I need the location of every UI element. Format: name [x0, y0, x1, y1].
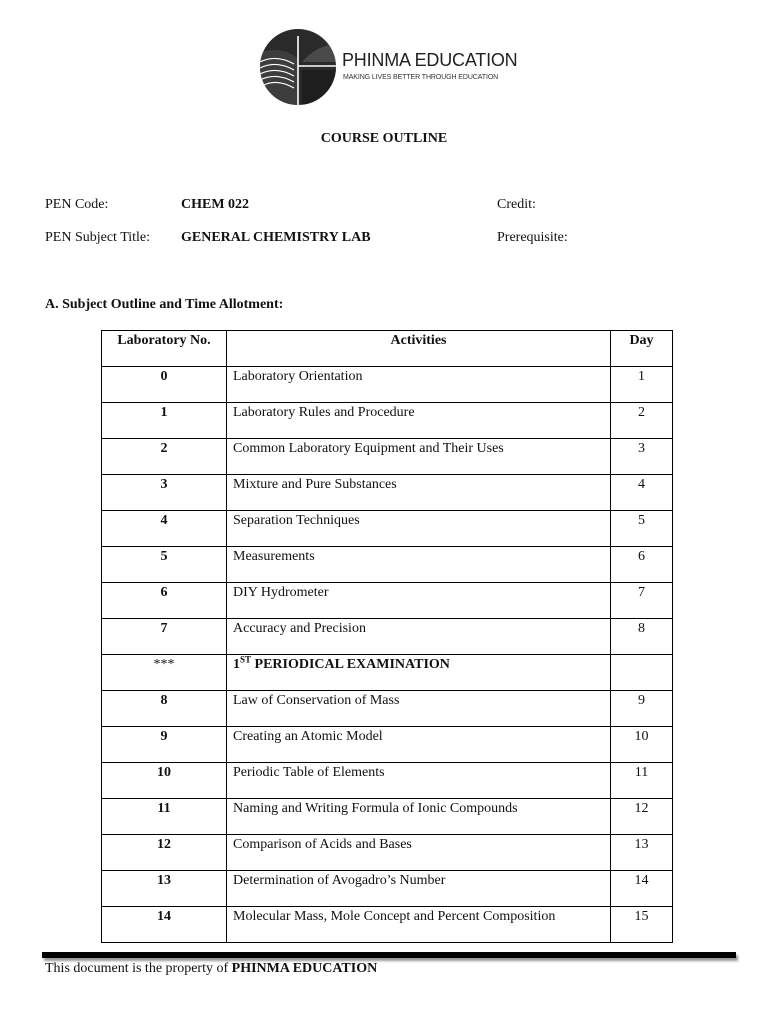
day-cell: 7 [611, 583, 673, 619]
activity-cell: Molecular Mass, Mole Concept and Percent Composition [227, 907, 611, 943]
table-row [102, 511, 673, 547]
activity-cell: Measurements [227, 547, 611, 583]
activity-cell: Creating an Atomic Model [227, 727, 611, 763]
day-cell: 6 [611, 547, 673, 583]
lab-no-cell: 12 [102, 835, 227, 871]
footer-owner: PHINMA EDUCATION [231, 961, 378, 976]
section-heading: A. Subject Outline and Time Allotment: [45, 297, 284, 312]
activity-cell: Law of Conservation of Mass [227, 691, 611, 727]
logo-tagline: MAKING LIVES BETTER THROUGH EDUCATION [343, 74, 499, 81]
footer-statement: This document is the property of [45, 961, 232, 976]
exam-title: PERIODICAL EXAMINATION [251, 657, 450, 672]
table-row [102, 403, 673, 439]
lab-no-cell: *** [102, 655, 227, 691]
activity-cell: Separation Techniques [227, 511, 611, 547]
lab-no-cell: 10 [102, 763, 227, 799]
activity-cell: Periodic Table of Elements [227, 763, 611, 799]
table-row [102, 907, 673, 943]
activity-cell: DIY Hydrometer [227, 583, 611, 619]
day-cell: 1 [611, 367, 673, 403]
credit-label: Credit: [497, 197, 536, 212]
table-row [102, 727, 673, 763]
footer-divider [42, 952, 736, 958]
exam-number: 1 [233, 657, 240, 672]
pen-code-label: PEN Code: [45, 197, 109, 212]
header-laboratory-no: Laboratory No. [102, 331, 227, 367]
activity-cell: Laboratory Orientation [227, 367, 611, 403]
table-row [102, 547, 673, 583]
exam-ordinal-suffix: ST [240, 654, 252, 665]
table-row-exam [102, 655, 673, 691]
pen-code-value: CHEM 022 [181, 197, 250, 212]
lab-no-cell: 14 [102, 907, 227, 943]
logo-name: PHINMA EDUCATION [342, 50, 518, 70]
phinma-logo-mark-icon [258, 24, 338, 110]
lab-no-cell: 5 [102, 547, 227, 583]
table-row [102, 583, 673, 619]
day-cell: 9 [611, 691, 673, 727]
header-activities: Activities [227, 331, 611, 367]
phinma-logo [258, 24, 518, 114]
table-row [102, 691, 673, 727]
lab-no-cell: 8 [102, 691, 227, 727]
lab-no-cell: 9 [102, 727, 227, 763]
table-row [102, 439, 673, 475]
day-cell: 12 [611, 799, 673, 835]
lab-no-cell: 11 [102, 799, 227, 835]
activity-cell: Accuracy and Precision [227, 619, 611, 655]
lab-no-cell: 1 [102, 403, 227, 439]
activity-cell: Comparison of Acids and Bases [227, 835, 611, 871]
header-day: Day [611, 331, 673, 367]
prerequisite-label: Prerequisite: [497, 230, 568, 245]
lab-no-cell: 13 [102, 871, 227, 907]
subject-outline-table [101, 330, 673, 943]
activity-cell: Common Laboratory Equipment and Their Uses [227, 439, 611, 475]
exam-activity-cell [227, 655, 611, 691]
activity-cell: Mixture and Pure Substances [227, 475, 611, 511]
day-cell: 15 [611, 907, 673, 943]
table-header-row [102, 331, 673, 367]
lab-no-cell: 2 [102, 439, 227, 475]
day-cell: 11 [611, 763, 673, 799]
table-row [102, 835, 673, 871]
lab-no-cell: 4 [102, 511, 227, 547]
subject-title-label: PEN Subject Title: [45, 230, 151, 245]
table-row [102, 799, 673, 835]
lab-no-cell: 3 [102, 475, 227, 511]
day-cell: 3 [611, 439, 673, 475]
day-cell: 13 [611, 835, 673, 871]
day-cell: 2 [611, 403, 673, 439]
table-row [102, 763, 673, 799]
activity-cell: Laboratory Rules and Procedure [227, 403, 611, 439]
lab-no-cell: 7 [102, 619, 227, 655]
table-row [102, 619, 673, 655]
day-cell [611, 655, 673, 691]
document-title: COURSE OUTLINE [320, 131, 448, 146]
day-cell: 8 [611, 619, 673, 655]
table-row [102, 367, 673, 403]
day-cell: 14 [611, 871, 673, 907]
lab-no-cell: 0 [102, 367, 227, 403]
day-cell: 5 [611, 511, 673, 547]
day-cell: 10 [611, 727, 673, 763]
activity-cell: Determination of Avogadro’s Number [227, 871, 611, 907]
footer-text [45, 961, 377, 977]
day-cell: 4 [611, 475, 673, 511]
table-row [102, 475, 673, 511]
subject-title-value: GENERAL CHEMISTRY LAB [181, 230, 371, 245]
table-row [102, 871, 673, 907]
activity-cell: Naming and Writing Formula of Ionic Compounds [227, 799, 611, 835]
lab-no-cell: 6 [102, 583, 227, 619]
